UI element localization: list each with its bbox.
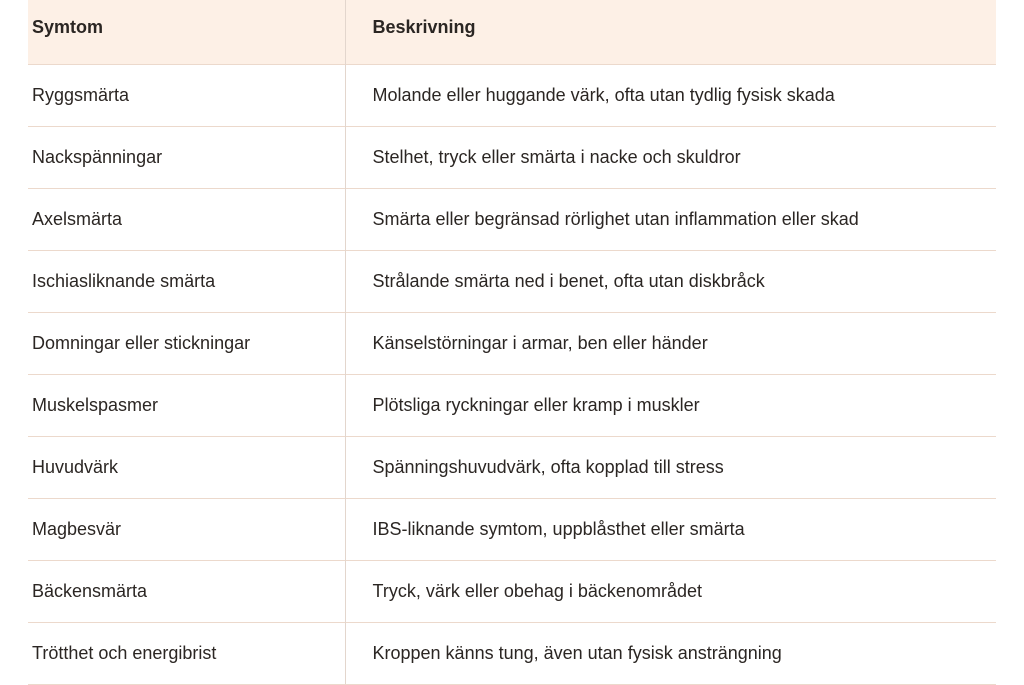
table-row bbox=[28, 127, 996, 189]
description-cell: Stelhet, tryck eller smärta i nacke och skuldror bbox=[345, 127, 996, 189]
table-header bbox=[28, 0, 996, 65]
table-row bbox=[28, 623, 996, 685]
table-row bbox=[28, 65, 996, 127]
table-row bbox=[28, 189, 996, 251]
table-row bbox=[28, 437, 996, 499]
symptom-table bbox=[28, 0, 996, 685]
table-row bbox=[28, 313, 996, 375]
table-row bbox=[28, 561, 996, 623]
description-cell: Plötsliga ryckningar eller kramp i muskler bbox=[345, 375, 996, 437]
description-cell: Kroppen känns tung, även utan fysisk ansträngning bbox=[345, 623, 996, 685]
description-cell: Känselstörningar i armar, ben eller händer bbox=[345, 313, 996, 375]
table-body bbox=[28, 65, 996, 685]
header-row bbox=[28, 0, 996, 65]
symptom-cell: Huvudvärk bbox=[28, 437, 345, 499]
description-cell: IBS-liknande symtom, uppblåsthet eller smärta bbox=[345, 499, 996, 561]
header-symtom: Symtom bbox=[32, 16, 104, 37]
table-row bbox=[28, 375, 996, 437]
symptom-cell: Magbesvär bbox=[28, 499, 345, 561]
header-beskrivning: Beskrivning bbox=[345, 0, 996, 65]
symptom-cell: Muskelspasmer bbox=[28, 375, 345, 437]
table-row bbox=[28, 251, 996, 313]
description-cell: Molande eller huggande värk, ofta utan tydlig fysisk skada bbox=[345, 65, 996, 127]
symptom-cell: Axelsmärta bbox=[28, 189, 345, 251]
symptom-cell: Domningar eller stickningar bbox=[28, 313, 345, 375]
description-cell: Strålande smärta ned i benet, ofta utan diskbråck bbox=[345, 251, 996, 313]
symptom-cell: Ischiasliknande smärta bbox=[28, 251, 345, 313]
description-cell: Tryck, värk eller obehag i bäckenområdet bbox=[345, 561, 996, 623]
table-row bbox=[28, 499, 996, 561]
symptom-cell: Bäckensmärta bbox=[28, 561, 345, 623]
symptom-cell: Nackspänningar bbox=[28, 127, 345, 189]
symptom-table-container bbox=[28, 0, 996, 685]
description-cell: Spänningshuvudvärk, ofta kopplad till stress bbox=[345, 437, 996, 499]
symptom-cell: Trötthet och energibrist bbox=[28, 623, 345, 685]
description-cell: Smärta eller begränsad rörlighet utan inflammation eller skad bbox=[345, 189, 996, 251]
symptom-cell: Ryggsmärta bbox=[28, 65, 345, 127]
